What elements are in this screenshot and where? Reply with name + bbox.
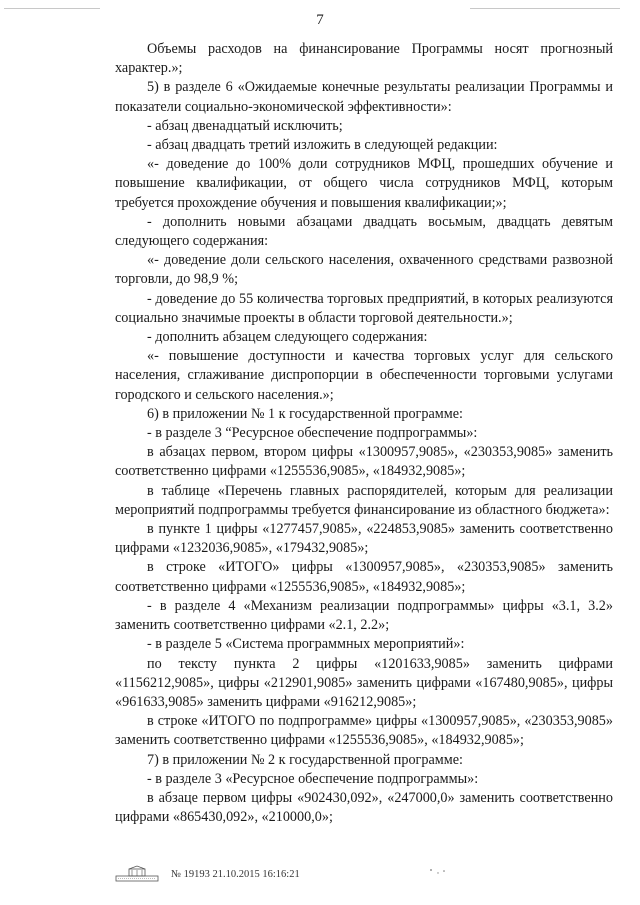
paragraph: - абзац двенадцатый исключить; — [147, 117, 343, 134]
registration-stamp: № 19193 21.10.2015 16:16:21 — [171, 868, 300, 880]
paragraph: в строке «ИТОГО по подпрограмме» цифры «1300957,9085», «230353,9085» заменить соответственно цифрами «1255536,9085», «184932,9085»; — [115, 713, 613, 749]
paragraph: Объемы расходов на финансирование Программы носят прогнозный характер.»; — [115, 41, 613, 77]
registry-logo-icon — [115, 865, 159, 883]
paragraph: - в разделе 4 «Механизм реализации подпрограммы» цифры «3.1, 3.2» заменить соответственно цифрами «2.1, 2.2»; — [115, 597, 613, 634]
document-body — [115, 40, 613, 827]
page-number: 7 — [316, 12, 324, 28]
paragraph: «- доведение до 100% доли сотрудников МФЦ, прошедших обучение и повышение квалификации, от общего числа сотрудников МФЦ, которым требуется прохождение обучения и повышения квалификации;»; — [115, 156, 613, 211]
document-footer — [115, 864, 375, 884]
paragraph: «- повышение доступности и качества торговых услуг для сельского населения, сглаживание диспропорции в обеспеченности торговыми услугами городского и сельского населения.»; — [115, 348, 613, 403]
paragraph: 7) в приложении № 2 к государственной программе: — [147, 751, 463, 768]
paragraph: в абзаце первом цифры «902430,092», «247000,0» заменить соответственно цифрами «865430,092», «210000,0»; — [115, 789, 613, 826]
paragraph: - в разделе 3 “Ресурсное обеспечение подпрограммы»: — [147, 425, 478, 442]
paragraph: - в разделе 5 «Система программных мероприятий»: — [147, 636, 465, 653]
paragraph: в таблице «Перечень главных распорядителей, которым для реализации мероприятий подпрограммы требуется финансирование из областного бюджета»: — [115, 482, 613, 518]
paragraph: - дополнить абзацем следующего содержания: — [147, 329, 428, 346]
paragraph: - дополнить новыми абзацами двадцать восьмым, двадцать девятым следующего содержания: — [115, 213, 613, 250]
paragraph: 5) в разделе 6 «Ожидаемые конечные результаты реализации Программы и показатели социально-экономической эффективности»: — [115, 79, 613, 115]
paragraph: в пункте 1 цифры «1277457,9085», «224853,9085» заменить соответственно цифрами «1232036,9085», «179432,9085»; — [115, 521, 613, 557]
paragraph: в абзацах первом, втором цифры «1300957,9085», «230353,9085» заменить соответственно цифрами «1255536,9085», «184932,9085»; — [115, 444, 613, 480]
paragraph: 6) в приложении № 1 к государственной программе: — [147, 405, 463, 422]
paragraph: - в разделе 3 «Ресурсное обеспечение подпрограммы»: — [147, 770, 479, 787]
paragraph: в строке «ИТОГО» цифры «1300957,9085», «230353,9085» заменить соответственно цифрами «1255536,9085», «184932,9085»; — [115, 559, 613, 595]
top-scan-rule — [4, 8, 100, 9]
paragraph: «- доведение доли сельского населения, охваченного средствами развозной торговли, до 98,9 %; — [115, 252, 613, 288]
scan-specks — [428, 866, 458, 878]
paragraph: - абзац двадцать третий изложить в следующей редакции: — [147, 137, 498, 154]
paragraph: по тексту пункта 2 цифры «1201633,9085» заменить цифрами «1156212,9085», цифры «212901,9085» заменить цифрами «167480,9085», цифры «961633,9085» заменить цифрами «916212,9085»; — [115, 655, 613, 710]
paragraph: - доведение до 55 количества торговых предприятий, в которых реализуются социально значимые проекты в области торговой деятельности.»; — [115, 290, 613, 326]
top-scan-rule-right — [470, 8, 620, 9]
